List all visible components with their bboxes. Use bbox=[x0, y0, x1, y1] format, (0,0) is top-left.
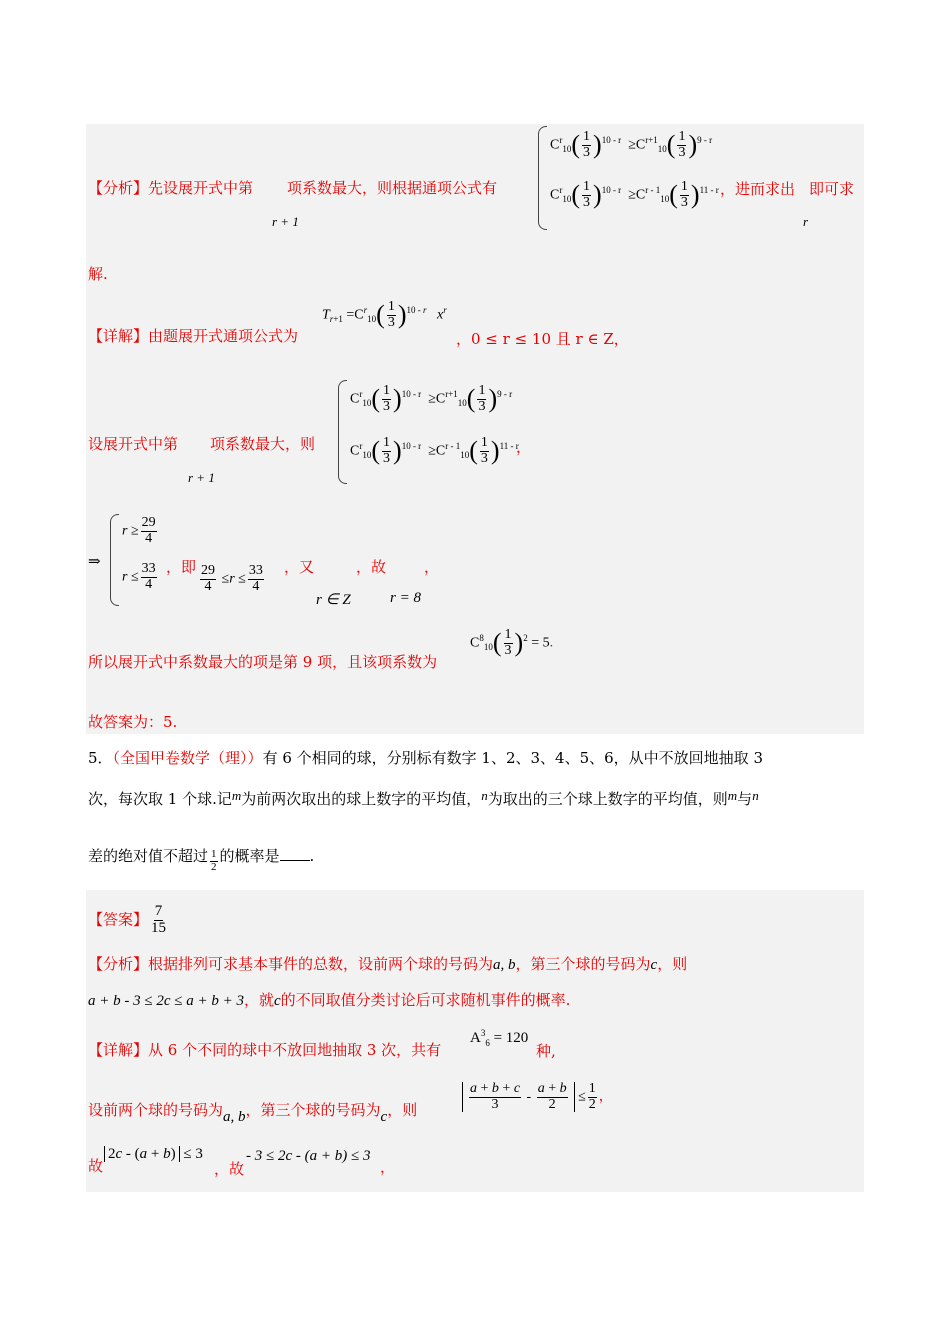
q4-detail-condition: ，0 ≤ r ≤ 10 且 r ∈ Z， bbox=[456, 330, 629, 348]
q5-detail-line: 【详解】从 6 个不同的球中不放回地抽取 3 次，共有 bbox=[88, 1041, 442, 1059]
q4-analysis-r-plus-1: r + 1 bbox=[272, 214, 299, 229]
q4-conclusion-b: 项，且该项系数为 bbox=[317, 653, 438, 671]
q4-detail-line bbox=[88, 326, 298, 346]
q4-conclusion-line bbox=[88, 652, 437, 672]
q5-var-m: m bbox=[231, 788, 242, 803]
q4-detail-label: 【详解】 bbox=[88, 327, 149, 345]
q4-analysis-label: 【分析】 bbox=[88, 179, 149, 197]
q5-permutation: $A^3_6 = 120$ bbox=[470, 1028, 529, 1048]
q4-conclusion-a: 所以展开式中系数最大的项是第 bbox=[88, 653, 299, 671]
q5-analysis-inequality: a + b - 3 ≤ 2c ≤ a + b + 3 bbox=[88, 993, 244, 1009]
q4-r-eq-8: r = 8 bbox=[390, 590, 421, 606]
q4-analysis-end: 解. bbox=[88, 265, 108, 283]
q5-var-n: n bbox=[481, 788, 488, 803]
q4-step2-line bbox=[88, 434, 315, 454]
q5-set-line: 设前两个球的号码为a, b，第三个球的号码为c，则 bbox=[88, 1101, 418, 1125]
q4-imply-arrow: ⇒ bbox=[88, 552, 101, 570]
q4-step2-r-plus-1: r + 1 bbox=[188, 470, 215, 485]
q4-analysis-text-a: 先设展开式中第 bbox=[148, 179, 254, 197]
q5-line3: 差的绝对值不超过 $\frac{1}{2}$ 的概率是 . bbox=[88, 847, 315, 873]
q5-final-inequality: - 3 ≤ 2c - (a + b) ≤ 3 bbox=[246, 1148, 371, 1164]
q5-answer-label: 【答案】 bbox=[88, 910, 149, 929]
q4-detail-text: 由题展开式通项公式为 bbox=[148, 327, 299, 345]
q4-analysis-system: $C^r_{10}$( $\frac{1}{3}$ )$^{10 - r} \ge C^{r+1}_{10}$( $\frac{1}{3}$ )$^{9 - r}$ $C^r_{10}$( $\frac{1}{3}$ )$^{10 - r} \ge C^{r - 1}_{10}$( $\frac{1}{3}$ )$^{11 - r}$ bbox=[538, 126, 718, 230]
q4-general-term-formula: $T_{r+1} =C^r_{10}$( $\frac{1}{3}$ )$^{10 - r}$ $x^r$ bbox=[322, 299, 447, 330]
q5-text-line1: 有 6 个相同的球，分别标有数字 1、2、3、4、5、6，从中不放回地抽取 3 bbox=[262, 749, 763, 767]
q4-conclusion-value: = 5 bbox=[531, 635, 550, 651]
q4-analysis-text-c: ，进而求出 即可求 bbox=[720, 180, 855, 198]
q5-line2: 次，每次取 1 个球.记m为前两次取出的球上数字的平均值，n为取出的三个球上数字的平均值，则m与n bbox=[88, 788, 759, 808]
q4-step3-range: $\frac{29}{4}$ ≤r ≤ $\frac{33}{4}$ bbox=[201, 563, 263, 594]
q5-analysis-line2: a + b - 3 ≤ 2c ≤ a + b + 3，就c的不同取值分类讨论后可求随机事件的概率. bbox=[88, 991, 571, 1009]
q4-analysis-text-b: 项系数最大，则根据通项公式有 bbox=[287, 179, 498, 197]
q4-conclusion-num: 9 bbox=[302, 653, 313, 671]
q5-analysis-line1: 【分析】根据排列可求基本事件的总数，设前两个球的号码为a, b，第三个球的号码为c，则 bbox=[88, 955, 688, 973]
q5-half-fraction: $\frac{1}{2}$ bbox=[211, 848, 217, 873]
q5-abs-2c: 2c - (a + b) ≤ 3 bbox=[104, 1146, 203, 1163]
q4-step2-system: $C^r_{10}$( $\frac{1}{3}$ )$^{10 - r} \ge C^{r+1}_{10}$( $\frac{1}{3}$ )$^{9 - r}$ $C^r_{10}$( $\frac{1}{3}$ )$^{10 - r} \ge C^{r - 1}_{10}$( $\frac{1}{3}$ )$^{11 - r}$ bbox=[338, 380, 520, 484]
q4-final-answer: 故答案为：5. bbox=[88, 713, 178, 731]
q5-detail-b: 种, bbox=[536, 1042, 556, 1060]
q4-step2-comma: ， bbox=[516, 438, 532, 456]
q5-abs-inequality: $\frac{a + b + c}{3}$ - $\frac{a + b}{2}$ ≤ $\frac{1}{2}$ ， bbox=[462, 1082, 613, 1112]
q5-line1 bbox=[88, 748, 763, 768]
q4-conclusion-formula: $C^8_{10}$( $\frac{1}{3}$ )$^2$ = 5. bbox=[470, 627, 554, 658]
q4-analysis-line bbox=[88, 178, 497, 198]
q4-r-in-z: r ∈ Z bbox=[316, 592, 351, 608]
q4-analysis-r: r bbox=[803, 214, 809, 229]
q5-end-comma: ， bbox=[380, 1158, 396, 1176]
q5-number: 5． bbox=[88, 749, 113, 767]
q5-source: （全国甲卷数学（理）） bbox=[112, 749, 263, 767]
q5-gu-line: 故 bbox=[88, 1157, 104, 1175]
q5-answer-blank bbox=[280, 860, 310, 861]
q4-step2-b: 项系数最大，则 bbox=[210, 435, 316, 453]
q4-step3-ji: ，即 bbox=[166, 558, 197, 576]
q4-step3-gu: ，故 bbox=[356, 558, 387, 576]
q5-answer-line bbox=[88, 904, 169, 937]
q4-analysis-text-d: 即可求 bbox=[809, 180, 855, 198]
q5-answer-fraction: $\frac{7}{15}$ bbox=[151, 903, 167, 936]
q4-step3-you: ，又 bbox=[284, 558, 315, 576]
q4-step3-system: r ≥ $\frac{29}{4}$ r ≤ $\frac{33}{4}$ bbox=[110, 514, 170, 606]
q4-step3-end: ， bbox=[424, 558, 440, 576]
q4-step2-a: 设展开式中第 bbox=[88, 435, 179, 453]
q5-gu2: ，故 bbox=[214, 1160, 245, 1178]
